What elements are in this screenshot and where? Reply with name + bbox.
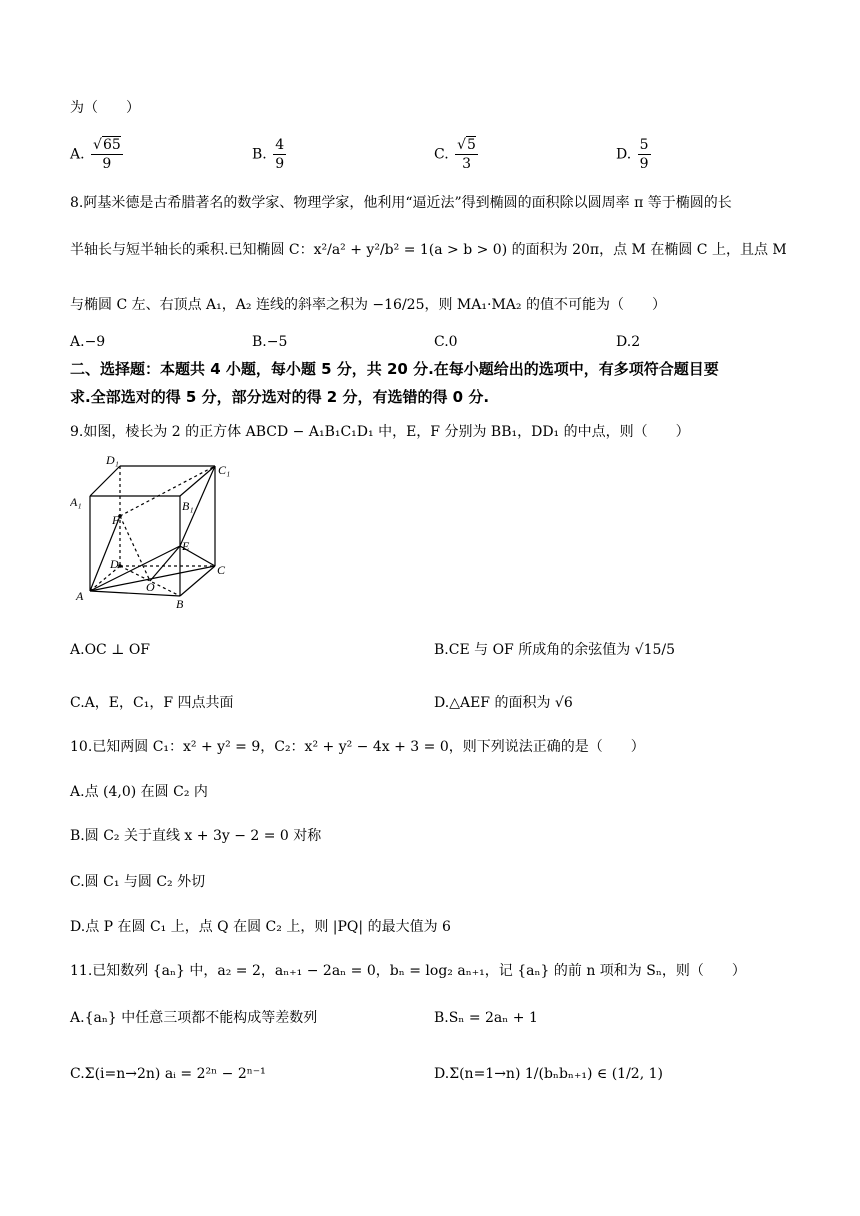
label-d1: D₁: [106, 456, 119, 467]
q11-stem: 11.已知数列 {aₙ} 中，a₂ = 2，aₙ₊₁ − 2aₙ = 0，bₙ = log₂ aₙ₊₁，记 {aₙ} 的前 n 项和为 Sₙ，则（ ）: [70, 963, 746, 979]
option-value: 2: [631, 334, 641, 350]
q7-stem-tail: 为（ ）: [70, 100, 140, 116]
option-label: A.: [70, 784, 85, 800]
option-label: D.: [434, 1066, 450, 1082]
q8-option-c: [434, 332, 458, 352]
option-label: D.: [434, 695, 450, 711]
option-text: Σ(i=n→2n) aᵢ = 2²ⁿ − 2ⁿ⁻¹: [84, 1066, 266, 1082]
option-text: 点 (4,0) 在圆 C₂ 内: [84, 784, 208, 800]
option-label: C.: [70, 695, 85, 711]
option-value: −9: [84, 334, 106, 350]
label-b1: B₁: [182, 499, 194, 513]
label-f: F: [112, 513, 120, 527]
q7-option-d: [616, 136, 653, 173]
q10-stem: 10.已知两圆 C₁：x² + y² = 9，C₂：x² + y² − 4x + 3 = 0，则下列说法正确的是（ ）: [70, 739, 645, 755]
q7-option-b: [252, 136, 288, 173]
option-label: B.: [434, 1010, 449, 1026]
fraction: √ $\frac{65}{9}$: [91, 136, 123, 173]
option-value: −5: [266, 334, 288, 350]
option-text: {aₙ} 中任意三项都不能构成等差数列: [84, 1010, 318, 1026]
option-label: C.: [434, 334, 449, 350]
option-label: A.: [70, 1010, 85, 1026]
label-b: B: [176, 597, 184, 611]
option-label: A.: [70, 642, 85, 658]
q10-option-c: [70, 872, 205, 892]
q10-option-b: [70, 826, 321, 846]
option-label: A.: [70, 334, 85, 350]
option-label: B.: [434, 642, 449, 658]
q11-option-c: [70, 1064, 266, 1084]
label-o: O: [146, 580, 155, 594]
fraction: √ $\frac{5}{3}$: [455, 136, 478, 173]
option-text: OC ⊥ OF: [84, 642, 151, 658]
option-text: CE 与 OF 所成角的余弦值为 √15/5: [448, 642, 676, 658]
q11-option-b: [434, 1008, 538, 1028]
section-2-heading-line-1: 二、选择题：本题共 4 小题，每小题 5 分，共 20 分.在每小题给出的选项中，有多项符合题目要: [70, 360, 719, 378]
option-label: C.: [70, 1066, 85, 1082]
q10-option-a: [70, 782, 208, 802]
q9-option-d: [434, 693, 573, 713]
option-label: D.: [616, 334, 632, 350]
q8-option-a: [70, 332, 105, 352]
option-label: C.: [434, 146, 449, 163]
option-label: A.: [70, 146, 85, 163]
q8-option-d: [616, 332, 640, 352]
label-d: D: [110, 557, 119, 571]
option-text: 圆 C₁ 与圆 C₂ 外切: [84, 874, 206, 890]
option-text: △AEF 的面积为 √6: [449, 695, 573, 711]
q11-option-d: [434, 1064, 663, 1084]
label-a: A: [76, 589, 84, 603]
q8-line-2: 半轴长与短半轴长的乘积.已知椭圆 C：x²/a² + y²/b² = 1(a > b > 0) 的面积为 20π，点 M 在椭圆 C 上，且点 M: [70, 242, 787, 258]
option-text: 点 P 在圆 C₁ 上，点 Q 在圆 C₂ 上，则 |PQ| 的最大值为 6: [85, 919, 451, 935]
option-label: B.: [70, 828, 85, 844]
label-e: E: [182, 539, 190, 553]
q9-stem: 9.如图，棱长为 2 的正方体 ABCD − A₁B₁C₁D₁ 中，E，F 分别为 BB₁，DD₁ 的中点，则（ ）: [70, 424, 690, 440]
section-2-heading-line-2: 求.全部选对的得 5 分，部分选对的得 2 分，有选错的得 0 分.: [70, 388, 490, 406]
option-value: 0: [448, 334, 458, 350]
q10-option-d: [70, 917, 451, 937]
option-text: Sₙ = 2aₙ + 1: [448, 1010, 538, 1026]
option-label: D.: [616, 146, 632, 163]
q7-option-c: [434, 136, 480, 173]
label-c1: C₁: [218, 463, 231, 477]
q9-option-c: [70, 693, 234, 713]
label-c: C: [217, 563, 226, 577]
q7-option-a: [70, 136, 125, 173]
option-label: B.: [252, 146, 267, 163]
option-label: C.: [70, 874, 85, 890]
q9-option-b: [434, 640, 675, 660]
option-text: 圆 C₂ 关于直线 x + 3y − 2 = 0 对称: [84, 828, 322, 844]
fraction: $\frac{4}{9}$: [275, 137, 285, 172]
option-text: A，E，C₁，F 四点共面: [84, 695, 234, 711]
q11-option-a: [70, 1008, 317, 1028]
fraction: $\frac{5}{9}$: [639, 137, 649, 172]
label-a1: A₁: [70, 495, 82, 509]
q8-line-1: 8.阿基米德是古希腊著名的数学家、物理学家，他利用“逼近法”得到椭圆的面积除以圆周率 π 等于椭圆的长: [70, 195, 732, 211]
option-text: Σ(n=1→n) 1/(bₙbₙ₊₁) ∈ (1/2, 1): [449, 1066, 663, 1082]
option-label: B.: [252, 334, 267, 350]
q8-option-b: [252, 332, 287, 352]
q8-line-3: 与椭圆 C 左、右顶点 A₁，A₂ 连线的斜率之积为 −16/25，则 MA₁·MA₂ 的值不可能为（ ）: [70, 297, 666, 313]
q9-option-a: [70, 640, 150, 660]
option-label: D.: [70, 919, 86, 935]
cube-figure: [70, 456, 240, 611]
